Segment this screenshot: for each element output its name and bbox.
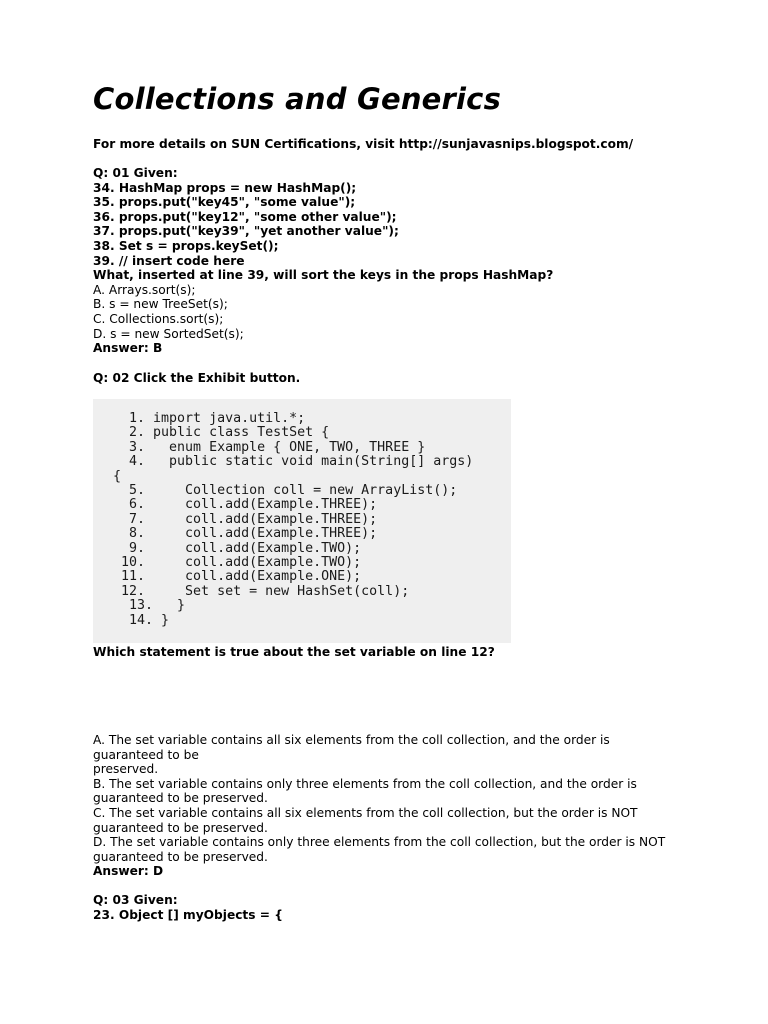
q2-option-b: B. The set variable contains only three elements from the coll collection, and the order is guaranteed to be preserved. — [93, 776, 637, 806]
question-2-options — [93, 733, 677, 879]
exhibit-code-line: 1. import java.util.*; — [113, 411, 306, 426]
q2-question: Which statement is true about the set variable on line 12? — [93, 645, 495, 659]
question-2-heading-block — [93, 371, 693, 386]
exhibit-code — [113, 412, 473, 628]
q1-question: What, inserted at line 39, will sort the keys in the props HashMap? — [93, 268, 554, 283]
q1-answer: Answer: B — [93, 341, 163, 356]
page-title: Collections and Generics — [93, 82, 502, 116]
q3-heading: Q: 03 Given: — [93, 893, 178, 907]
intro-text: For more details on SUN Certifications, visit http://sunjavasnips.blogspot.com/ — [93, 137, 634, 151]
exhibit-code-line: 8. coll.add(Example.THREE); — [113, 526, 378, 542]
q1-code-line: 34. HashMap props = new HashMap(); — [93, 180, 357, 195]
exhibit-code-line: 9. coll.add(Example.TWO); — [113, 540, 362, 556]
q1-heading: Q: 01 Given: — [93, 166, 178, 180]
question-2-prompt — [93, 645, 693, 660]
exhibit-code-line: 5. Collection coll = new ArrayList(); — [113, 483, 458, 499]
q2-option-c: C. The set variable contains all six elements from the coll collection, but the order is NOT guaranteed to be preserved. — [93, 805, 638, 835]
exhibit-code-line: 2. public class TestSet { — [113, 425, 330, 441]
question-3 — [93, 893, 693, 922]
exhibit-code-line: 13. } — [113, 598, 186, 614]
q1-code-line: 37. props.put("key39", "yet another value"); — [93, 224, 399, 239]
exhibit-code-line: 14. } — [113, 612, 170, 628]
exhibit-image — [93, 399, 511, 643]
q2-heading: Q: 02 Click the Exhibit button. — [93, 371, 301, 385]
q1-code-line: 35. props.put("key45", "some value"); — [93, 195, 356, 210]
q3-code-line: 23. Object [] myObjects = { — [93, 907, 283, 922]
exhibit-code-line: 3. enum Example { ONE, TWO, THREE } — [113, 439, 426, 455]
exhibit-code-line: 11. coll.add(Example.ONE); — [113, 569, 362, 585]
exhibit-code-line: 7. coll.add(Example.THREE); — [113, 511, 378, 527]
intro-block — [93, 137, 693, 152]
q1-option-d: D. s = new SortedSet(s); — [93, 326, 244, 341]
exhibit-code-line: 4. public static void main(String[] args) — [113, 454, 474, 470]
q1-option-a: A. Arrays.sort(s); — [93, 282, 196, 297]
q1-option-b: B. s = new TreeSet(s); — [93, 297, 228, 312]
q1-code-line: 39. // insert code here — [93, 253, 245, 268]
q2-option-d: D. The set variable contains only three elements from the coll collection, but the order is NOT guaranteed to be preserved. — [93, 835, 666, 864]
q2-option-a-continued: preserved. — [93, 762, 159, 777]
q2-answer: Answer: D — [93, 864, 164, 879]
q1-option-c: C. Collections.sort(s); — [93, 311, 224, 326]
exhibit-code-line: 12. Set set = new HashSet(coll); — [113, 583, 410, 599]
q1-code-line: 38. Set s = props.keySet(); — [93, 238, 279, 253]
exhibit-code-line: { — [113, 468, 122, 484]
exhibit-code-line: 10. coll.add(Example.TWO); — [113, 555, 362, 571]
exhibit-code-line: 6. coll.add(Example.THREE); — [113, 497, 378, 513]
q2-option-a: A. The set variable contains all six elements from the coll collection, and the order is guaranteed to be — [93, 733, 610, 762]
question-1 — [93, 166, 693, 356]
q1-code-line: 36. props.put("key12", "some other value"); — [93, 209, 397, 224]
